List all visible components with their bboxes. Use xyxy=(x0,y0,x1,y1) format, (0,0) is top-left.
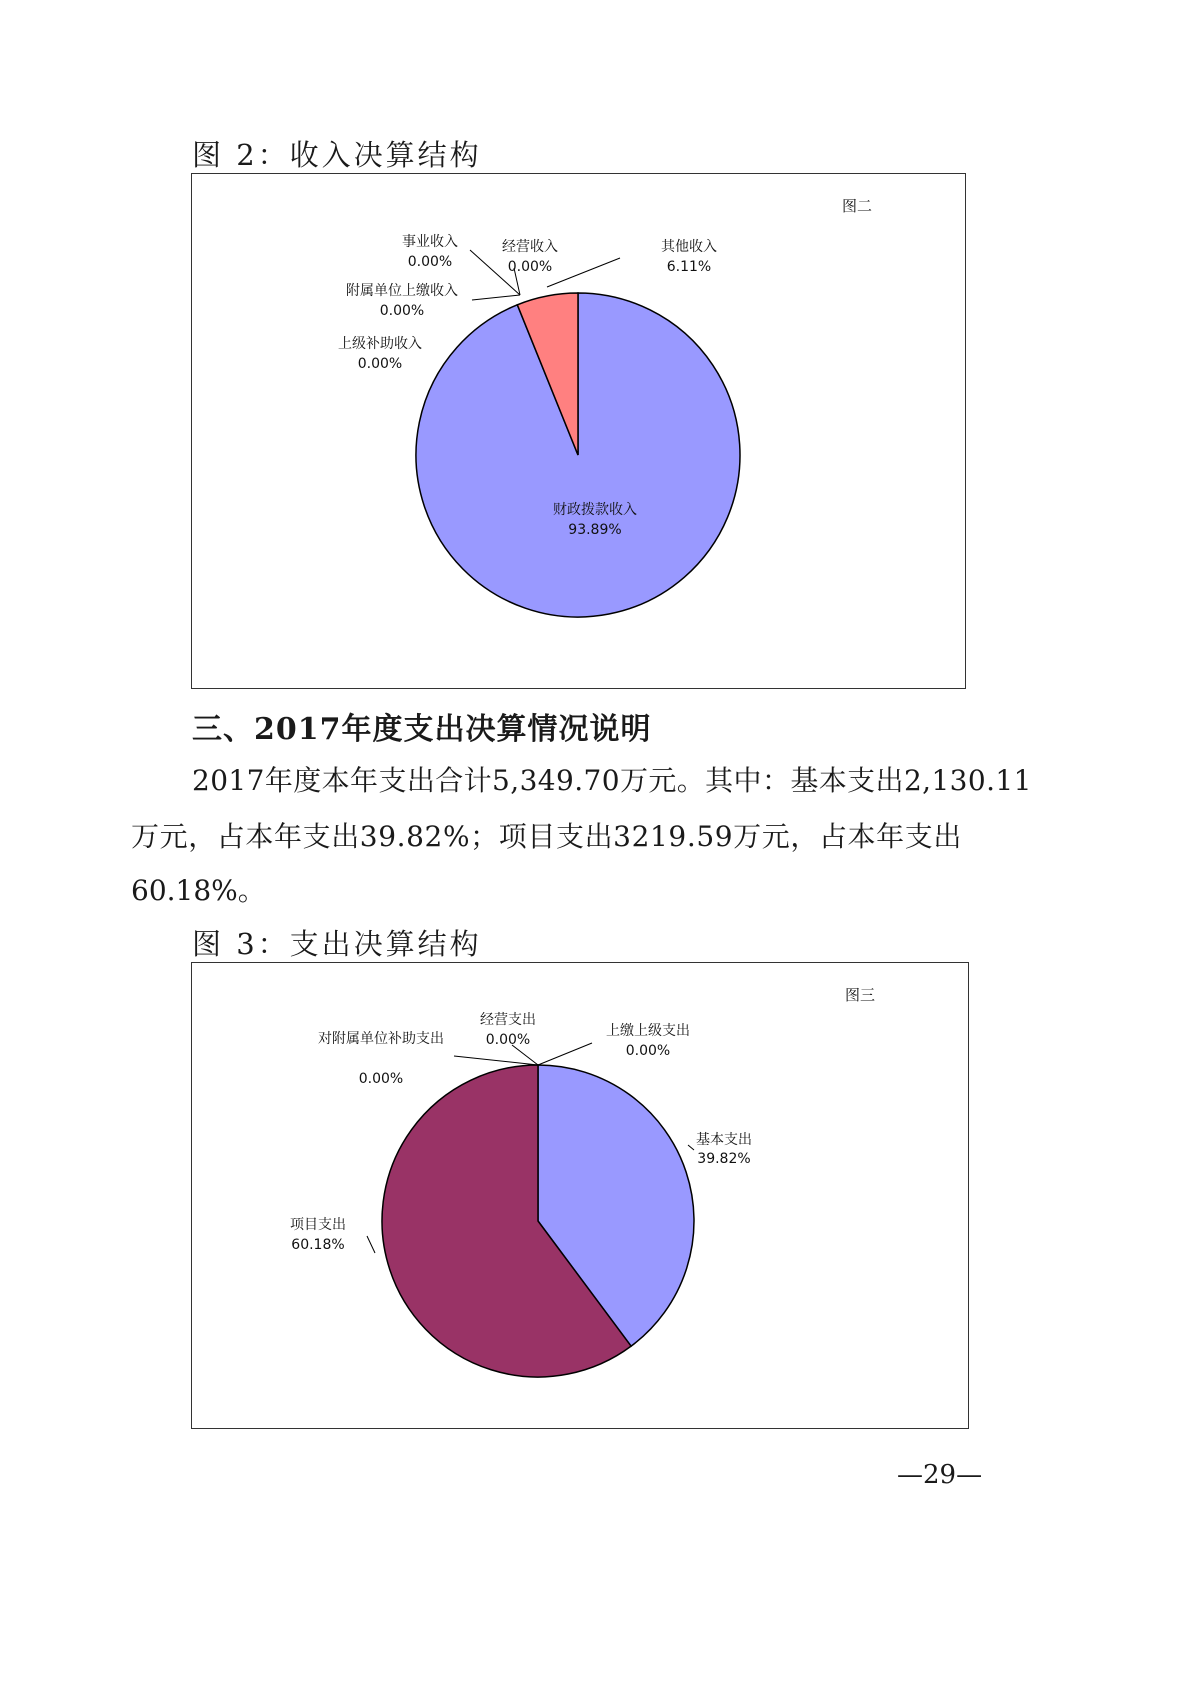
slice-label: 事业收入 xyxy=(402,234,458,250)
slice-label: 上级补助收入 xyxy=(338,336,422,352)
leader-line xyxy=(454,1056,538,1065)
slice-value: 0.00% xyxy=(379,303,425,319)
paragraph-line: 60.18%。 xyxy=(131,874,266,907)
income-pie-chart xyxy=(191,173,966,689)
slice-label: 上缴上级支出 xyxy=(606,1023,690,1039)
slice-value: 0.00% xyxy=(358,1071,404,1087)
leader-line xyxy=(688,1145,694,1150)
slice-label: 对附属单位补助支出 xyxy=(318,1031,444,1047)
slice-label: 基本支出 xyxy=(696,1132,752,1148)
paragraph-line: 2017年度本年支出合计5,349.70万元。其中：基本支出2,130.11 xyxy=(192,764,1032,797)
figure3-caption: 图 3：支出决算结构 xyxy=(192,927,482,961)
slice-value: 0.00% xyxy=(625,1043,671,1059)
slice-value: 0.00% xyxy=(507,259,553,275)
slice-value: 0.00% xyxy=(485,1032,531,1048)
slice-value: 39.82% xyxy=(697,1151,751,1167)
chart-title: 图三 xyxy=(845,986,876,1004)
slice-label: 附属单位上缴收入 xyxy=(346,283,458,299)
figure2-caption: 图 2：收入决算结构 xyxy=(192,138,482,172)
slice-label: 财政拨款收入 xyxy=(553,502,637,518)
slice-label: 经营收入 xyxy=(502,239,558,255)
page-number: —29— xyxy=(897,1460,983,1490)
expenditure-pie-chart xyxy=(191,962,969,1429)
leader-line xyxy=(367,1236,375,1253)
slice-label: 其他收入 xyxy=(661,239,717,255)
leader-line xyxy=(472,295,520,300)
slice-value: 6.11% xyxy=(666,259,712,275)
paragraph-line: 万元，占本年支出39.82%；项目支出3219.59万元，占本年支出 xyxy=(131,820,962,853)
slice-label: 经营支出 xyxy=(480,1012,536,1028)
leader-line xyxy=(512,1045,538,1065)
chart-title: 图二 xyxy=(842,197,873,215)
section-heading: 三、2017年度支出决算情况说明 xyxy=(192,712,652,747)
slice-value: 60.18% xyxy=(291,1237,345,1253)
leader-line xyxy=(547,258,620,287)
slice-label: 项目支出 xyxy=(290,1217,346,1233)
leader-line xyxy=(538,1043,592,1065)
slice-value: 0.00% xyxy=(357,356,403,372)
slice-value: 0.00% xyxy=(407,254,453,270)
slice-value: 93.89% xyxy=(568,522,622,538)
